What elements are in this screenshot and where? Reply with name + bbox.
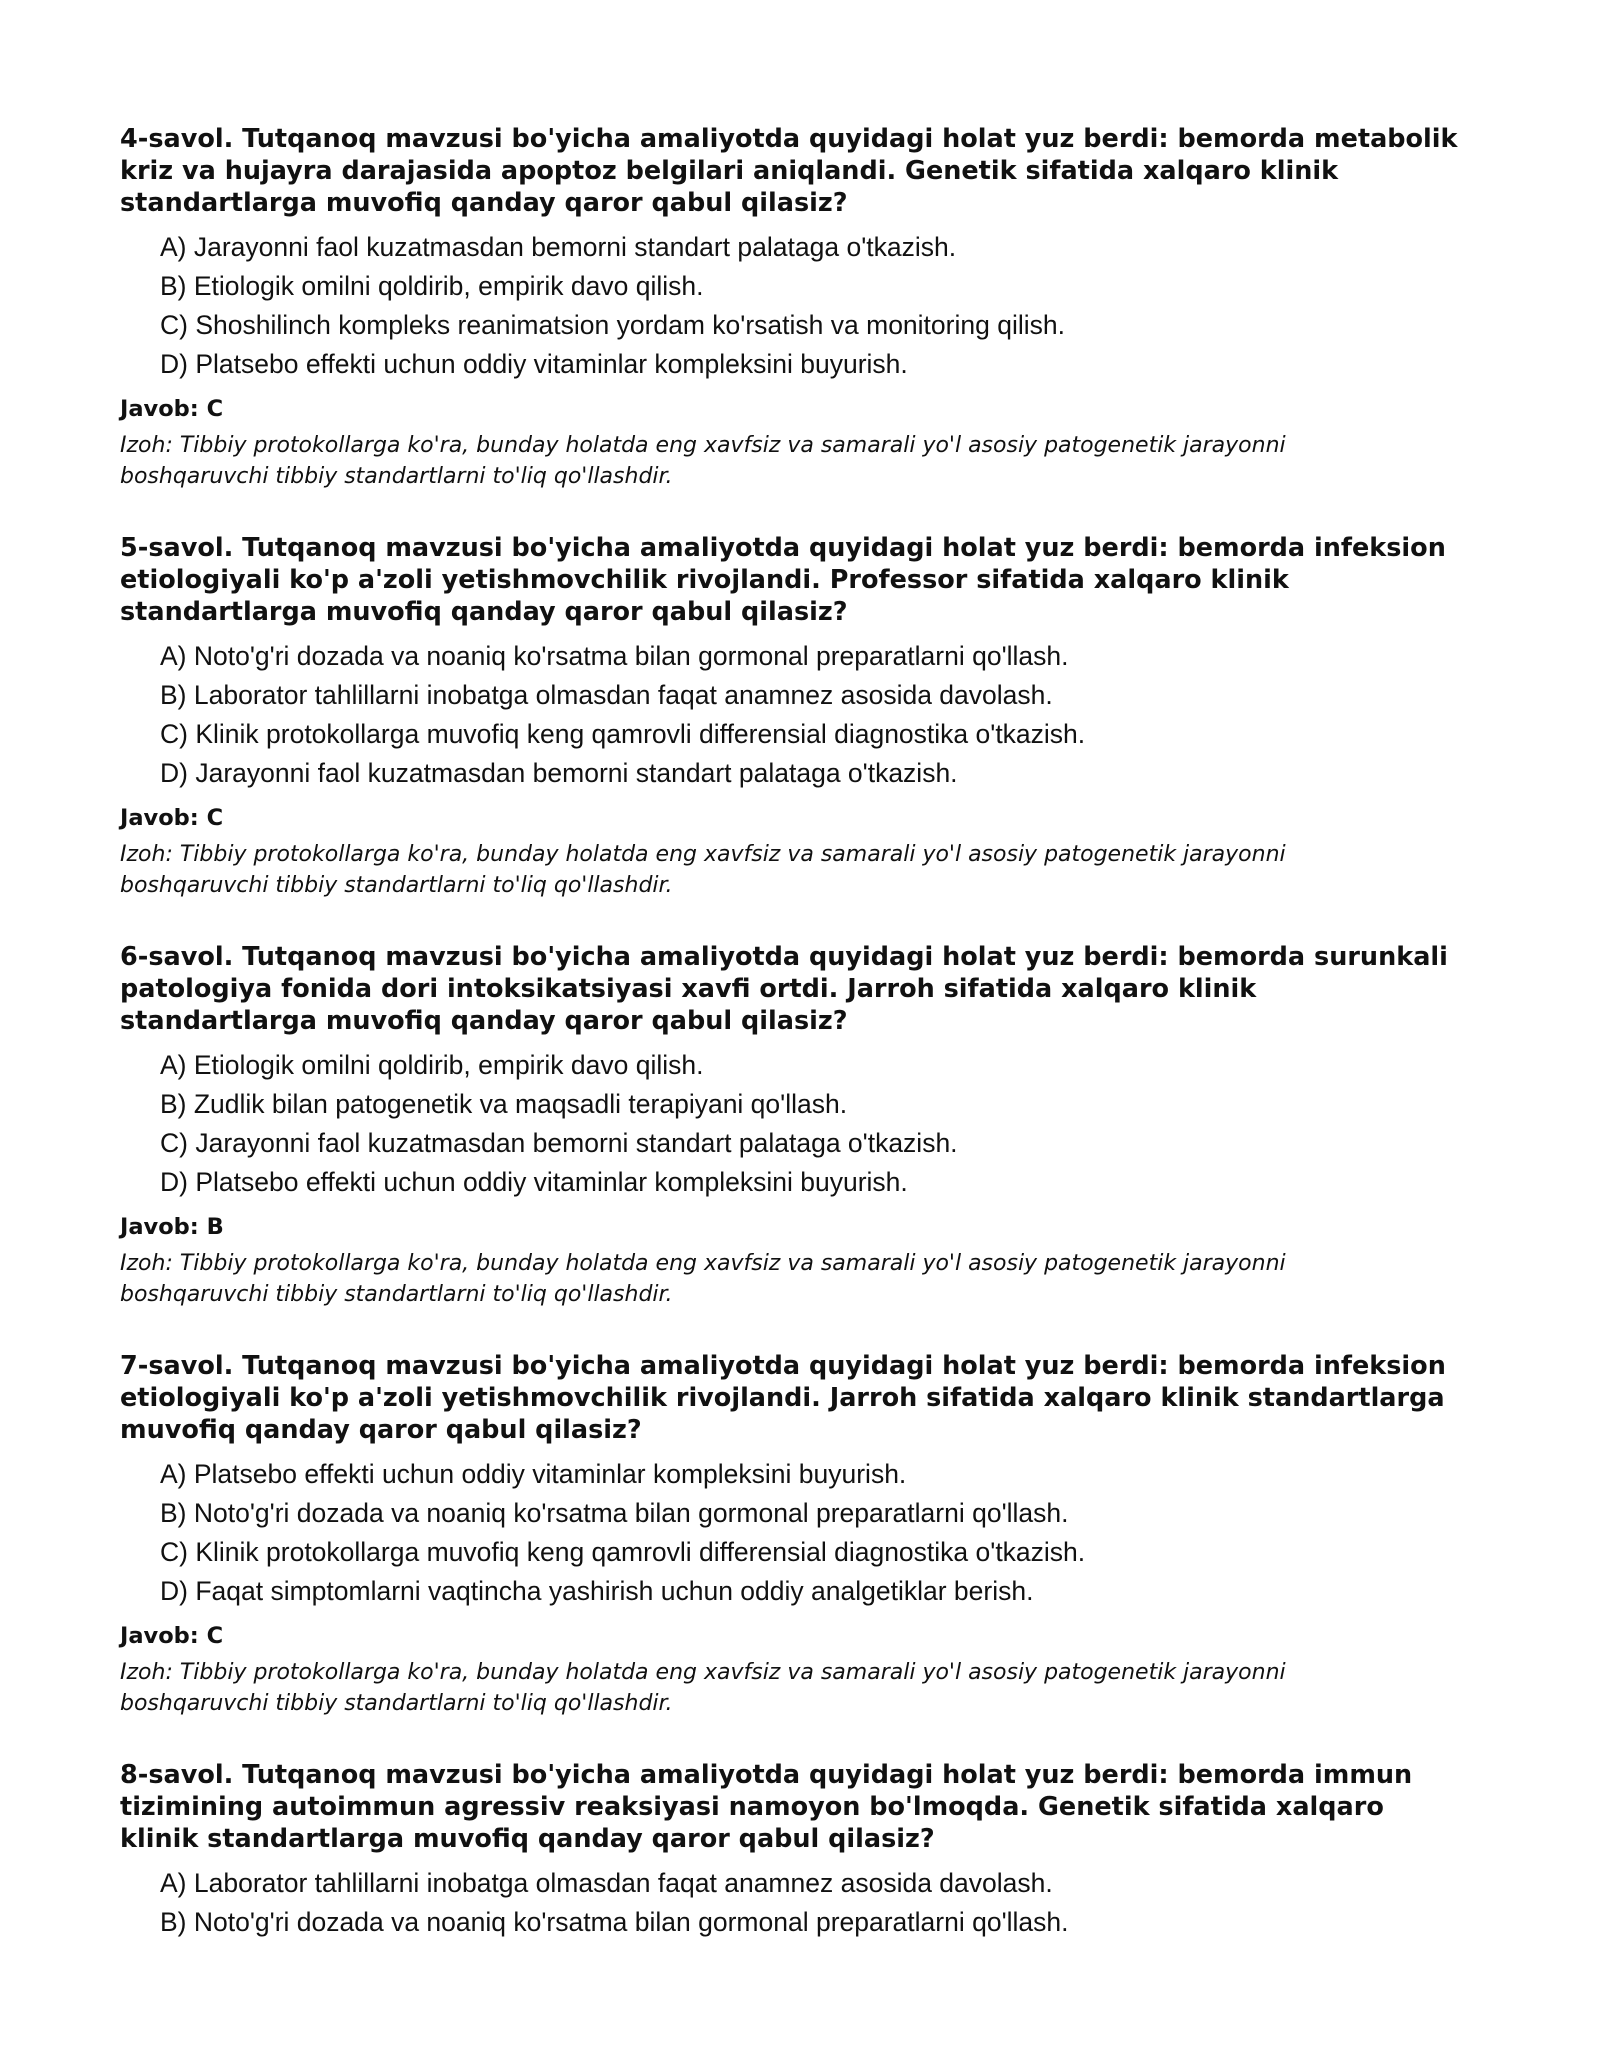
option-d: D) Jarayonni faol kuzatmasdan bemorni standart palataga o'tkazish. (160, 758, 958, 788)
question-title: 5-savol. Tutqanoq mavzusi bo'yicha amaliyotda quyidagi holat yuz berdi: bemorda infeksion etiologiyali ko'p a'zoli yetishmovchilik rivojlandi. Professor sifatida xalqaro klinik standartlarga muvofiq qanday qaror qabul qilasiz? (120, 533, 1446, 627)
answer-label: Javob: C (120, 396, 224, 422)
question-6 (120, 941, 1460, 1310)
explanation-note: Izoh: Tibbiy protokollarga ko'ra, bunday holatda eng xavfsiz va samarali yo'l asosiy patogenetik jarayonni boshqaruvchi tibbiy standartlarni to'liq qo'llashdir. (120, 842, 1286, 898)
option-b: B) Noto'g'ri dozada va noaniq ko'rsatma bilan gormonal preparatlarni qo'llash. (160, 1907, 1069, 1937)
option-c: C) Klinik protokollarga muvofiq keng qamrovli differensial diagnostika o'tkazish. (160, 1537, 1086, 1567)
option-a: A) Jarayonni faol kuzatmasdan bemorni standart palataga o'tkazish. (160, 232, 957, 262)
option-b: B) Laborator tahlillarni inobatga olmasdan faqat anamnez asosida davolash. (160, 680, 1053, 710)
option-c: C) Jarayonni faol kuzatmasdan bemorni standart palataga o'tkazish. (160, 1128, 958, 1158)
option-list (120, 1864, 1460, 1942)
option-list (120, 228, 1460, 384)
option-a: A) Noto'g'ri dozada va noaniq ko'rsatma bilan gormonal preparatlarni qo'llash. (160, 641, 1069, 671)
question-title: 4-savol. Tutqanoq mavzusi bo'yicha amaliyotda quyidagi holat yuz berdi: bemorda metabolik kriz va hujayra darajasida apoptoz belgilari aniqlandi. Genetik sifatida xalqaro klinik standartlarga muvofiq qanday qaror qabul qilasiz? (120, 124, 1458, 218)
option-a: A) Platsebo effekti uchun oddiy vitaminlar kompleksini buyurish. (160, 1459, 907, 1489)
option-b: B) Etiologik omilni qoldirib, empirik davo qilish. (160, 271, 704, 301)
question-4 (120, 123, 1460, 492)
option-b: B) Zudlik bilan patogenetik va maqsadli terapiyani qo'llash. (160, 1089, 848, 1119)
explanation-note: Izoh: Tibbiy protokollarga ko'ra, bunday holatda eng xavfsiz va samarali yo'l asosiy patogenetik jarayonni boshqaruvchi tibbiy standartlarni to'liq qo'llashdir. (120, 433, 1286, 489)
option-list (120, 1455, 1460, 1611)
question-title: 6-savol. Tutqanoq mavzusi bo'yicha amaliyotda quyidagi holat yuz berdi: bemorda surunkali patologiya fonida dori intoksikatsiyasi xavfi ortdi. Jarroh sifatida xalqaro klinik standartlarga muvofiq qanday qaror qabul qilasiz? (120, 942, 1448, 1036)
answer-label: Javob: B (120, 1214, 224, 1240)
document-page (120, 123, 1460, 1982)
explanation-note: Izoh: Tibbiy protokollarga ko'ra, bunday holatda eng xavfsiz va samarali yo'l asosiy patogenetik jarayonni boshqaruvchi tibbiy standartlarni to'liq qo'llashdir. (120, 1660, 1286, 1716)
question-title: 7-savol. Tutqanoq mavzusi bo'yicha amaliyotda quyidagi holat yuz berdi: bemorda infeksion etiologiyali ko'p a'zoli yetishmovchilik rivojlandi. Jarroh sifatida xalqaro klinik standartlarga muvofiq qanday qaror qabul qilasiz? (120, 1351, 1446, 1445)
answer-label: Javob: C (120, 805, 224, 831)
option-a: A) Etiologik omilni qoldirib, empirik davo qilish. (160, 1050, 704, 1080)
option-c: C) Shoshilinch kompleks reanimatsion yordam ko'rsatish va monitoring qilish. (160, 310, 1065, 340)
question-7 (120, 1350, 1460, 1719)
option-a: A) Laborator tahlillarni inobatga olmasdan faqat anamnez asosida davolash. (160, 1868, 1053, 1898)
answer-label: Javob: C (120, 1623, 224, 1649)
option-b: B) Noto'g'ri dozada va noaniq ko'rsatma bilan gormonal preparatlarni qo'llash. (160, 1498, 1069, 1528)
explanation-note: Izoh: Tibbiy protokollarga ko'ra, bunday holatda eng xavfsiz va samarali yo'l asosiy patogenetik jarayonni boshqaruvchi tibbiy standartlarni to'liq qo'llashdir. (120, 1251, 1286, 1307)
option-list (120, 637, 1460, 793)
option-d: D) Platsebo effekti uchun oddiy vitaminlar kompleksini buyurish. (160, 1167, 908, 1197)
option-list (120, 1046, 1460, 1202)
question-title: 8-savol. Tutqanoq mavzusi bo'yicha amaliyotda quyidagi holat yuz berdi: bemorda immun tizimining autoimmun agressiv reaksiyasi namoyon bo'lmoqda. Genetik sifatida xalqaro klinik standartlarga muvofiq qanday qaror qabul qilasiz? (120, 1760, 1413, 1854)
question-5 (120, 532, 1460, 901)
option-d: D) Platsebo effekti uchun oddiy vitaminlar kompleksini buyurish. (160, 349, 908, 379)
option-c: C) Klinik protokollarga muvofiq keng qamrovli differensial diagnostika o'tkazish. (160, 719, 1086, 749)
option-d: D) Faqat simptomlarni vaqtincha yashirish uchun oddiy analgetiklar berish. (160, 1576, 1034, 1606)
question-8 (120, 1759, 1460, 1942)
